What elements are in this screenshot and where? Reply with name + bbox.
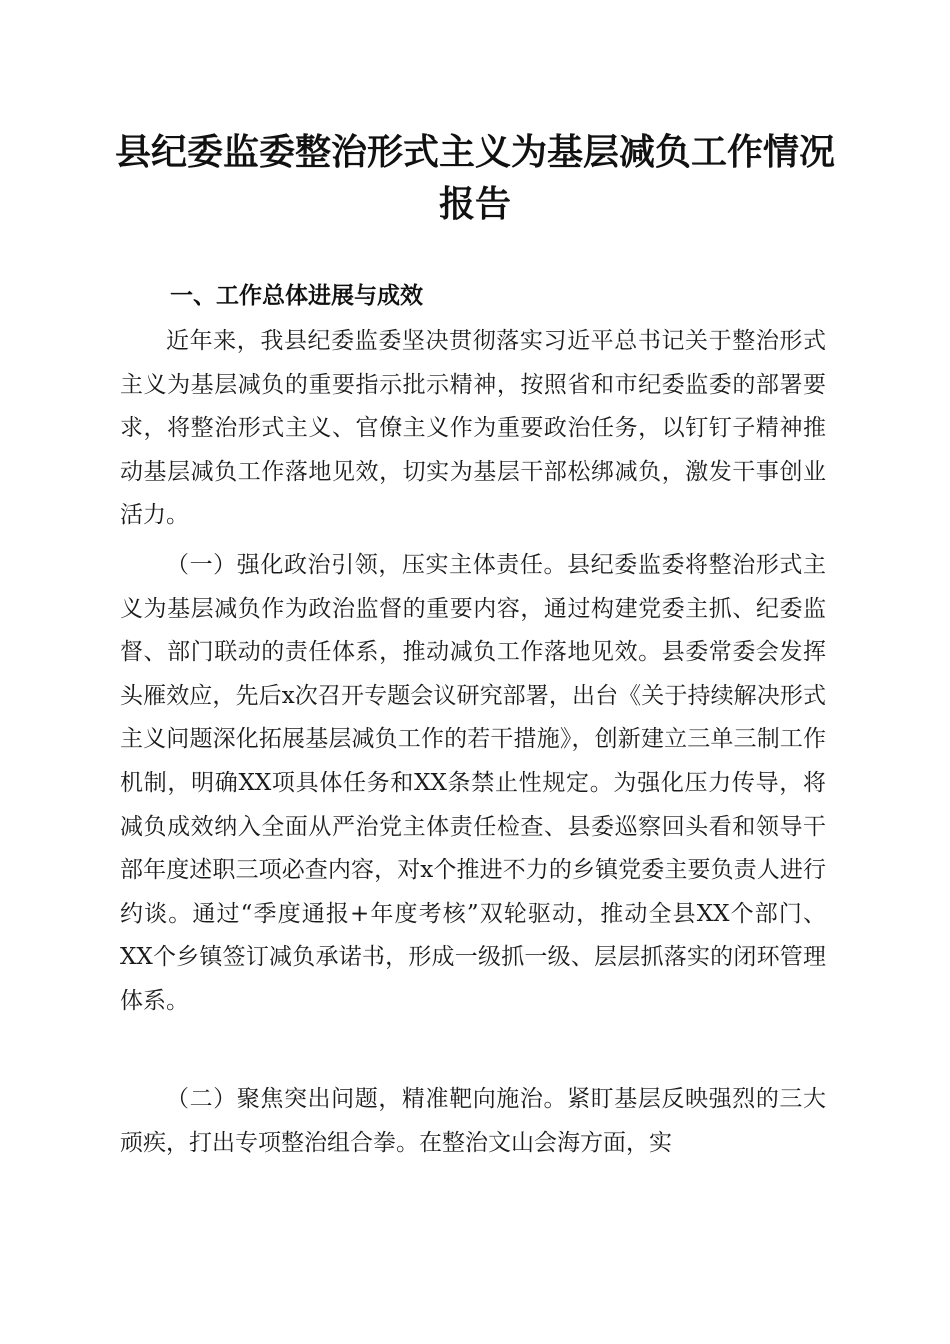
document-title: 县纪委监委整治形式主义为基层减负工作情况报告 — [114, 131, 835, 225]
paragraph-2-text: 县纪委监委将整治形式主义为基层减负作为政治监督的重要内容，通过构建党委主抓、纪委监督、部门联动的责任体系，推动减负工作落地见效。县委常委会发挥头雁效应，先后x次召开专题会议研究部署，出台《关于持续解决形式主义问题深化拓展基层减负工作的若干措施》，创新建立三单三制工作机制，明确XX项具体任务和XX条禁止性规定。为强化压力传导，将减负成效纳入全面从严治党主体责任检查、县委巡察回头看和领导干部年度述职三项必查内容，对x个推进不力的乡镇党委主要负责人进行约谈。通过“季度通报+年度考核”双轮驱动，推动全县XX个部门、XX个乡镇签订减负承诺书，形成一级抓一级、层层抓落实的闭环管理体系。 — [120, 552, 827, 1014]
body-paragraph-2 — [120, 544, 826, 1024]
paragraph-3-lead: （二）聚焦突出问题，精准靶向施治。 — [166, 1086, 568, 1112]
body-paragraph-1 — [120, 320, 826, 538]
paragraph-2-lead: （一）强化政治引领，压实主体责任。 — [166, 552, 568, 578]
paragraph-1-text: 近年来，我县纪委监委坚决贯彻落实习近平总书记关于整治形式主义为基层减负的重要指示批示精神，按照省和市纪委监委的部署要求，将整治形式主义、官僚主义作为重要政治任务，以钉钉子精神推动基层减负工作落地见效，切实为基层干部松绑减负，激发干事创业活力。 — [120, 328, 826, 529]
paragraph-3-text: 紧盯基层反映强烈的三大顽疾，打出专项整治组合拳。在整治文山会海方面，实 — [120, 1086, 827, 1156]
body-paragraph-3 — [120, 1078, 826, 1165]
section-heading-1: 一、工作总体进展与成效 — [170, 283, 423, 309]
